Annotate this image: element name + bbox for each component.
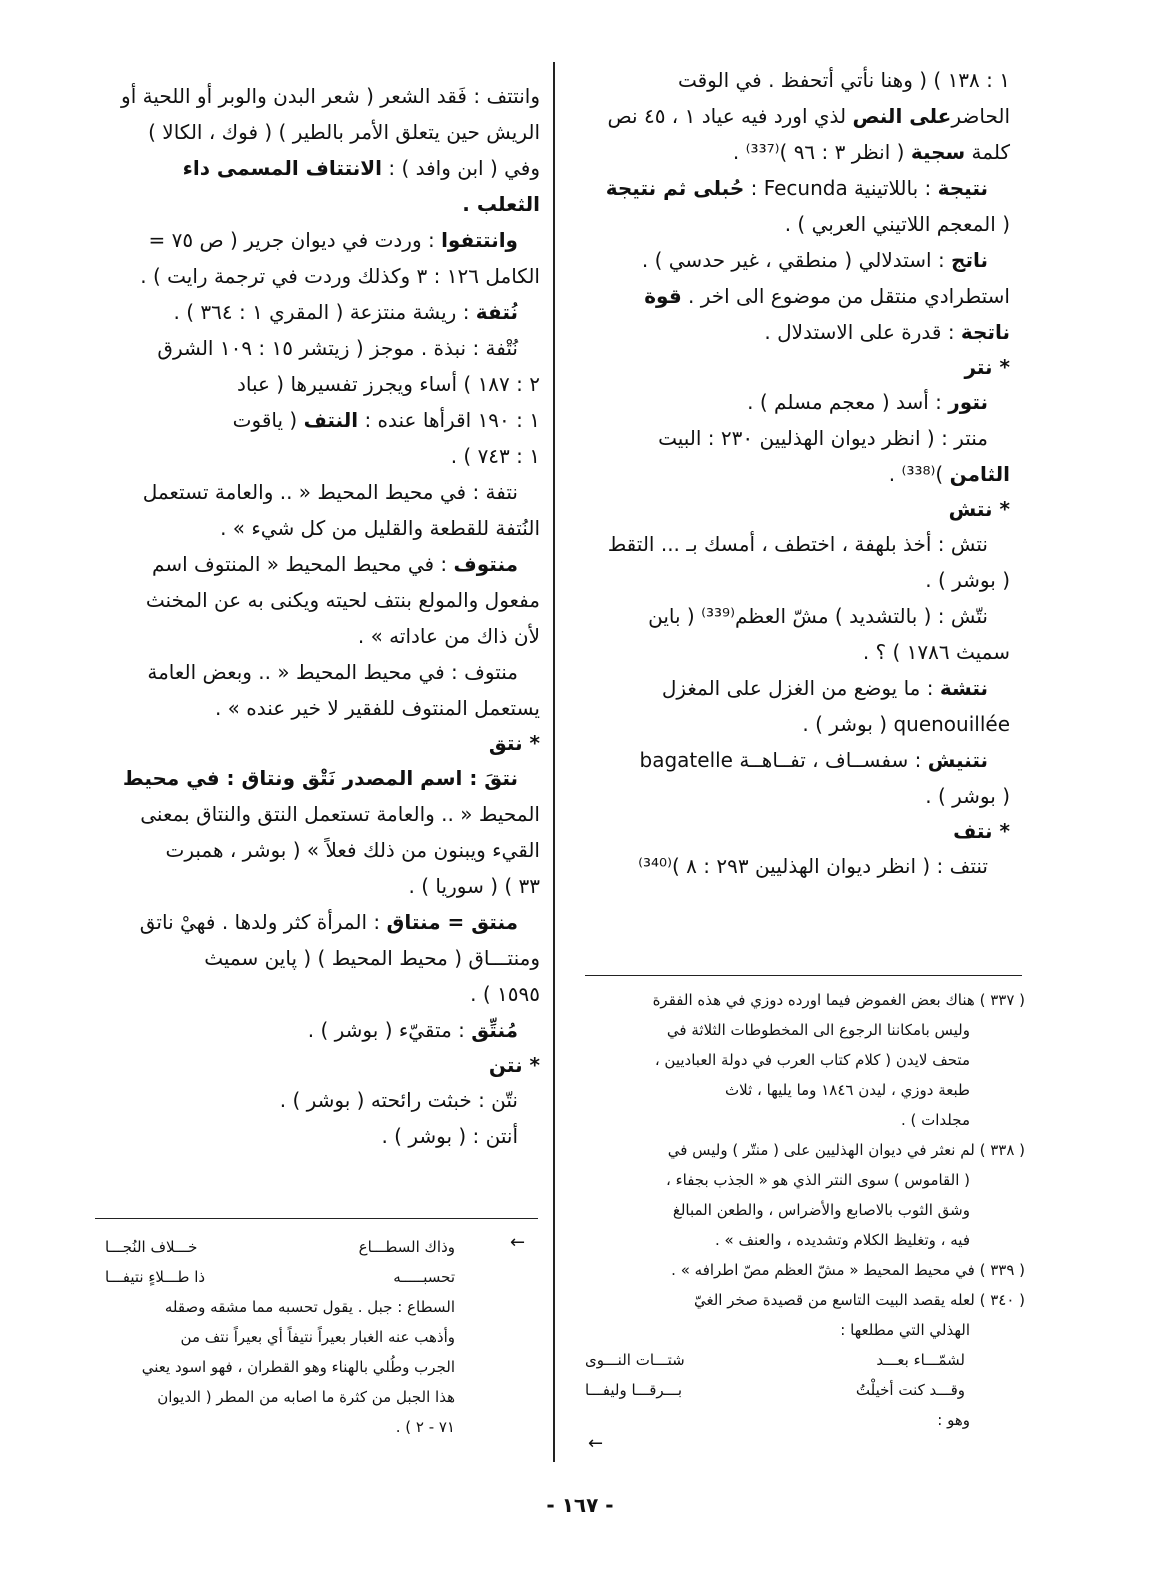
entry: نتفة : في محيط المحيط « .. والعامة تستعمل [142,480,518,504]
text-line: الريش حين يتعلق الأمر بالطير ) ( فوك ، الكالا ) [148,120,540,144]
verse-line: تحسبـــــه ذا طـــلاءٍ نتيفـــا [105,1268,455,1286]
root-heading: * نتن [488,1053,540,1077]
footnote-rule-left [95,1218,538,1219]
footnote-line: الجرب وطُلي بالهناء وهو القطران ، فهو اسود يعني [141,1358,455,1376]
footnote-line: ( ٣٣٩ ) في محيط المحيط « مشّ العظم مصّ اطرافه » . [671,1261,1025,1279]
verse-line: وقـــد كنت أخيلْتُ بـــرقـــا وليفـــا [585,1381,965,1399]
text-line: ١ : ٧٤٣ ) . [450,444,540,468]
root-heading: * نتق [488,731,540,755]
footnote-line: ( القاموس ) سوى النتر الذي هو « الجذب بجفاء ، [665,1171,970,1189]
text-line: ٢ : ١٨٧ ) أساء ويجرز تفسيرها ( عباد [236,372,540,396]
verse-line: وذاك السطـــاع خـــلاف النُجـــا [105,1238,455,1256]
verse-line: لشمّـــاء بعـــد شتـــات النـــوى [585,1351,965,1369]
entry: منتوف : في محيط المحيط « .. وبعض العامة [147,660,518,684]
text-line: quenouillée ( بوشر ) . [802,712,1010,736]
text-line: استطرادي منتقل من موضوع الى اخر . قوة [644,284,1010,308]
entry: نتشة : ما يوضع من الغزل على المغزل [661,676,988,700]
footnote-line: وليس بامكاننا الرجوع الى المخطوطات الثلاثة في [666,1021,970,1039]
text-line: ( بوشر ) . [925,568,1010,592]
footnote-line: ( ٣٤٠ ) لعله يقصد البيت التاسع من قصيدة صخر الغيّ [694,1291,1025,1309]
left-column [90,78,540,1154]
text-line: يستعمل المنتوف للفقير لا خير عنده » . [214,696,540,720]
text-line: ١ : ١٣٨ ) ( وهنا نأتي أتحفظ . في الوقت [677,68,1010,92]
text-line: ١ : ١٩٠ اقرأها عنده : النتف ( ياقوت [232,408,540,432]
footnote-line: مجلدات ) . [900,1111,970,1129]
text-line: ( بوشر ) . [925,784,1010,808]
text-line: الكامل ١٢٦ : ٣ وكذلك وردت في ترجمة رايت ) . [140,264,540,288]
entry: نتّن : خبثت رائحته ( بوشر ) . [279,1088,518,1112]
footnote-line: فيه ، وتغليظ الكلام وتشديده ، والعنف » . [714,1231,970,1249]
footnote-line: ٧١ - ٢ ) . [395,1418,455,1436]
entry: ناتج : استدلالي ( منطقي ، غير حدسي ) . [641,248,988,272]
text-line: وفي ( ابن وافد ) : الانتتاف المسمى داء [182,156,540,180]
text-line: لأن ذاك من عاداته » . [357,624,540,648]
entry: نتّش : ( بالتشديد ) مشّ العظم⁽³³⁹⁾ ( باين [648,604,988,628]
entry: وانتتفوا : وردت في ديوان جرير ( ص ٧٥ = [148,228,518,252]
entry: نتيجة : باللاتينية Fecunda : حُبلى ثم نتيجة [605,176,988,200]
entry: مُنتِّق : متقيّء ( بوشر ) . [307,1018,518,1042]
text-line: الثامن )⁽³³⁸⁾ . [888,462,1010,486]
footnote-line: السطاع : جبل . يقول تحسبه مما مشقه وصقله [164,1298,455,1316]
entry: تنتف : ( انظر ديوان الهذليين ٢٩٣ : ٨ )⁽³⁴⁰⁾ [638,854,988,878]
footnote-line: وهو : [937,1411,970,1429]
text-line: كلمة سجية ( انظر ٣ : ٩٦ )⁽³³⁷⁾ . [732,140,1010,164]
entry: نتنيش : سفســاف ، تفــاهــة bagatelle [639,748,988,772]
column-divider [553,62,555,1462]
text-line: ومنتـــاق ( محيط المحيط ) ( پاين سميث [204,946,540,970]
footnote-rule-right [585,975,1022,976]
page-number: - ١٦٧ - [546,1493,614,1517]
continuation-arrow-icon: ← [510,1232,526,1253]
root-heading: * نتر [964,355,1010,379]
entry: نتقَ : اسم المصدر نَتْق ونتاق : في محيط [122,766,518,790]
root-heading: * نتش [948,497,1010,521]
text-line: ( المعجم اللاتيني العربي ) . [784,212,1010,236]
footnote-line: وشق الثوب بالاصابع والأضراس ، والطعن المبالغ [672,1201,970,1219]
footnote-line: ( ٣٣٨ ) لم نعثر في ديوان الهذليين على ( منتّر ) وليس في [667,1141,1025,1159]
text-line: مفعول والمولع بنتف لحيته ويكنى به عن المخنث [145,588,540,612]
entry: نُتْفة : نبذة . موجز ( زيتشر ١٥ : ١٠٩ الشرق [157,336,518,360]
footnote-line: الهذلي التي مطلعها : [840,1321,970,1339]
footnote-line: وأذهب عنه الغبار بعيراً نتيفاً أي بعيراً نتف من [180,1328,455,1346]
footnote-line: طبعة دوزي ، ليدن ١٨٤٦ وما يليها ، ثلاث [725,1081,970,1099]
entry: منتق = منتاق : المرأة كثر ولدها . فهيْ ناتق [139,910,518,934]
entry: منتوف : في محيط المحيط « المنتوف اسم [152,552,518,576]
text-line: الحاضرعلى النص لذي اورد فيه عياد ١ ، ٤٥ نص [607,104,1010,128]
text-line: ٣٣ ) ( سوريا ) . [408,874,540,898]
entry: نُتفة : ريشة منتزعة ( المقري ١ : ٣٦٤ ) . [173,300,518,324]
root-heading: * نتف [953,819,1010,843]
text-line: وانتتف : فَقد الشعر ( شعر البدن والوبر أو اللحية أو [121,84,540,108]
text-line: المحيط « .. والعامة تستعمل النتق والنتاق بمعنى [140,802,540,826]
footnote-line: متحف لايدن ( كلام كتاب العرب في دولة العباديين ، [654,1051,970,1069]
entry: نتور : أسد ( معجم مسلم ) . [747,390,988,414]
text-line: سميث ١٧٨٦ ) ؟ . [862,640,1010,664]
text-line: القيء ويبنون من ذلك فعلاً » ( بوشر ، همبرت [165,838,540,862]
right-column [580,62,1010,884]
entry: نتش : أخذ بلهفة ، اختطف ، أمسك بـ ... التقط [607,532,988,556]
text-line: النُتفة للقطعة والقليل من كل شيء » . [220,516,540,540]
entry: أنتن : ( بوشر ) . [381,1124,518,1148]
entry: منتر : ( انظر ديوان الهذليين ٢٣٠ : البيت [658,426,988,450]
continuation-arrow-icon: ← [588,1433,604,1454]
footnote-line: ( ٣٣٧ ) هناك بعض الغموض فيما اورده دوزي في هذه الفقرة [652,991,1025,1009]
text-line: ١٥٩٥ ) . [470,982,540,1006]
footnotes-left [95,1232,540,1442]
text-line: ناتجة : قدرة على الاستدلال . [764,320,1010,344]
text-line: الثعلب . [462,192,540,216]
footnote-line: هذا الجبل من كثرة ما اصابه من المطر ( الديوان [157,1388,455,1406]
footnotes-right [585,985,1025,1435]
